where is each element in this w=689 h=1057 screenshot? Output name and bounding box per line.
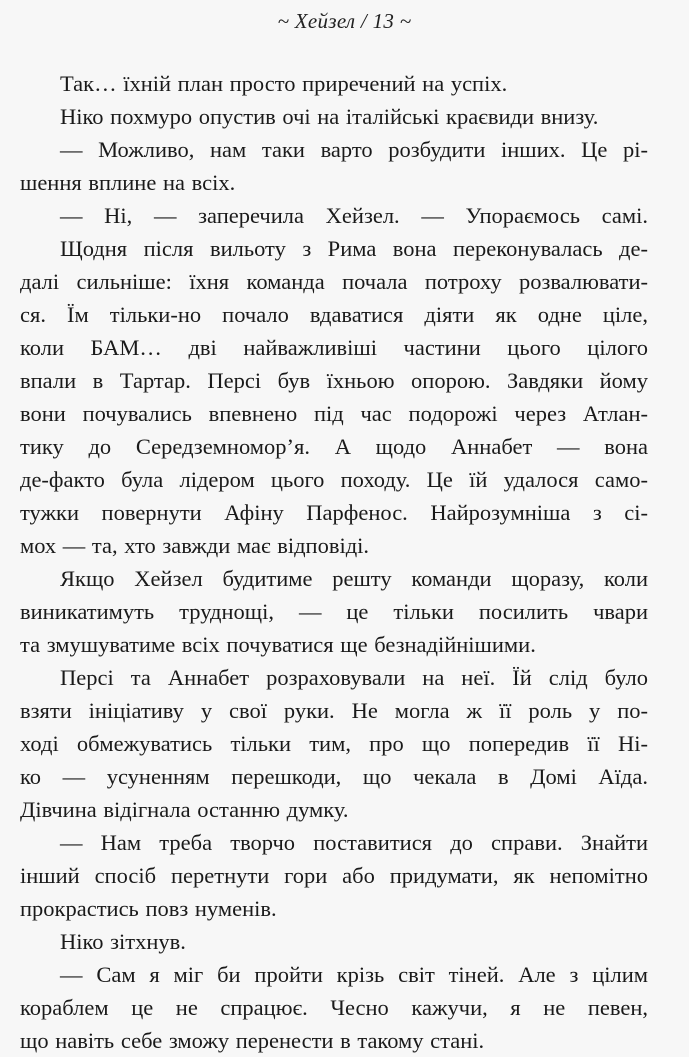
text-line: шення вплине на всіх. — [20, 170, 236, 195]
text-line: коли БАМ… дві найважливіші частини цього цілого — [20, 335, 648, 360]
text-line: — Ні, — заперечила Хейзел. — Упораємось самі. — [60, 203, 648, 228]
text-line: взяти ініціативу у свої руки. Не могла ж її роль у по- — [20, 698, 648, 723]
body-text — [20, 67, 648, 1057]
text-line: — Можливо, нам таки варто розбудити інших. Це рі- — [60, 137, 648, 162]
text-line: що навіть себе зможу перенести в такому стані. — [20, 1028, 485, 1053]
text-line: де-факто була лідером цього походу. Це їй удалося само- — [20, 467, 648, 492]
text-line: Дівчина відігнала останню думку. — [20, 797, 349, 822]
text-line: виникатимуть труднощі, — це тільки посилить чвари — [20, 599, 648, 624]
text-line: Ніко зітхнув. — [60, 929, 186, 954]
text-line: тужки повернути Афіну Парфенос. Найрозумніша з сі- — [20, 500, 648, 525]
text-line: вони почувались впевнено під час подорожі через Атлан- — [20, 401, 648, 426]
text-line: інший спосіб перетнути гори або придумати, як непомітно — [20, 863, 648, 888]
text-line: Персі та Аннабет розраховували на неї. Їй слід було — [60, 665, 648, 690]
text-line: Щодня після вильоту з Рима вона переконувалась де- — [60, 236, 648, 261]
running-head: ~ Хейзел / 13 ~ — [277, 9, 412, 33]
text-line: кораблем це не спрацює. Чесно кажучи, я не певен, — [20, 995, 648, 1020]
text-line: — Сам я міг би пройти крізь світ тіней. Але з цілим — [60, 962, 648, 987]
text-line: Якщо Хейзел будитиме решту команди щоразу, коли — [60, 566, 648, 591]
text-line: — Нам треба творчо поставитися до справи. Знайти — [60, 830, 648, 855]
text-line: прокрастись повз нуменів. — [20, 896, 277, 921]
text-line: Ніко похмуро опустив очі на італійські краєвиди внизу. — [60, 104, 599, 129]
text-line: та змушуватиме всіх почуватися ще безнадійнішими. — [20, 632, 536, 657]
text-line: ко — усуненням перешкоди, що чекала в Домі Аїда. — [20, 764, 648, 789]
text-line: мох — та, хто завжди має відповіді. — [20, 533, 370, 558]
text-line: Так… їхній план просто приречений на успіх. — [60, 71, 508, 96]
text-line: впали в Тартар. Персі був їхньою опорою. Завдяки йому — [20, 368, 648, 393]
text-line: далі сильніше: їхня команда почала потроху розвалювати- — [20, 269, 648, 294]
text-line: ся. Їм тільки-но почало вдаватися діяти як одне ціле, — [20, 302, 648, 327]
text-line: тику до Середземномор’я. А щодо Аннабет — вона — [20, 434, 648, 459]
text-line: ході обмежуватись тільки тим, про що попередив її Ні- — [20, 731, 648, 756]
